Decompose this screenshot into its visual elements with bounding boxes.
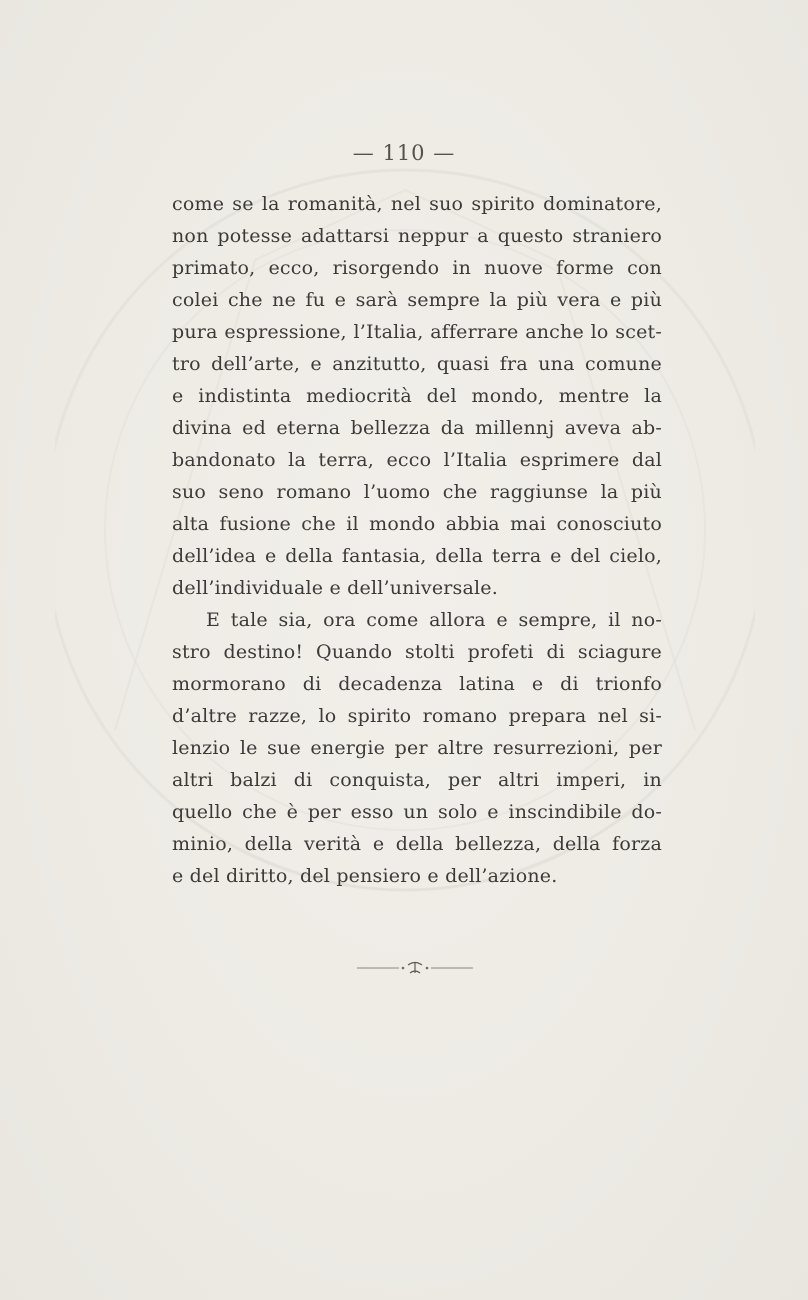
text-line: lenzio le sue energie per altre resurrezioni, per [172,737,662,759]
end-ornament [355,958,475,978]
text-line: e indistinta mediocrità del mondo, mentre la [172,385,662,407]
text-line: altri balzi di conquista, per altri imperi, in [172,769,662,791]
text-line: mormorano di decadenza latina e di trionfo [172,673,662,695]
paragraph-2 [172,604,662,892]
text-line: tro dell’arte, e anzitutto, quasi fra una comune [172,353,662,375]
text-line: colei che ne fu e sarà sempre la più vera e più [172,289,662,311]
text-line: d’altre razze, lo spirito romano prepara nel si- [172,705,662,727]
text-line: suo seno romano l’uomo che raggiunse la più [172,481,662,503]
text-line: come se la romanità, nel suo spirito dominatore, [172,193,662,215]
text-line: minio, della verità e della bellezza, della forza [172,833,662,855]
text-line: E tale sia, ora come allora e sempre, il no- [206,609,662,631]
text-line: pura espressione, l’Italia, afferrare anche lo scet- [172,321,662,343]
text-line: e del diritto, del pensiero e dell’azione. [172,865,558,887]
text-line: non potesse adattarsi neppur a questo straniero [172,225,662,247]
paragraph-1 [172,188,662,604]
text-line: bandonato la terra, ecco l’Italia esprimere dal [172,449,662,471]
text-line: dell’idea e della fantasia, della terra e del cielo, [172,545,662,567]
text-line: alta fusione che il mondo abbia mai conosciuto [172,513,662,535]
text-line: stro destino! Quando stolti profeti di sciagure [172,641,662,663]
text-line: divina ed eterna bellezza da millennj aveva ab- [172,417,662,439]
body-text [172,188,662,892]
text-line: primato, ecco, risorgendo in nuove forme con [172,257,662,279]
text-line: quello che è per esso un solo e inscindibile do- [172,801,662,823]
text-line: dell’individuale e dell’universale. [172,577,498,599]
page-number: — 110 — [352,141,456,165]
